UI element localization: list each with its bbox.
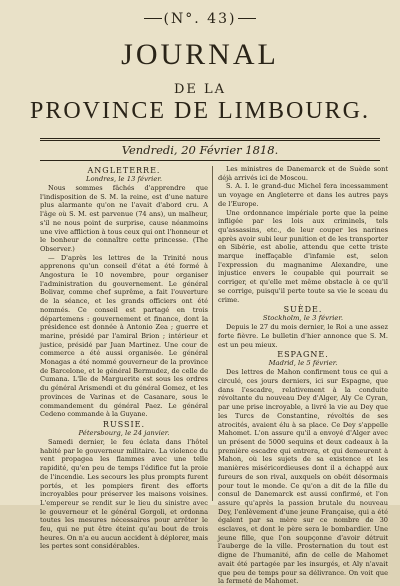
- issue-date: Vendredi, 20 Février 1818.: [121, 143, 279, 157]
- section-head-espagne: ESPAGNE.: [277, 350, 329, 360]
- section-head-russie: RUSSIE.: [102, 419, 146, 429]
- article-paragraph: Une ordonnance impériale porte que la peine infligée par les lois aux criminels, tels qu'assassins, etc., de leur couper les narines après avoir subi leur punition et de les transporter en Sibérie, est abolie, attendu que cette triste marque ineffaçable d'infamie est, selon l'expression du magnanime Alexandre, une injustice envers le coupable qui pourrait se corriger, et qu'elle met même obstacle à ce qu'il se corrige, puisqu'il perte toute sa vie le sceau du crime.: [218, 208, 388, 304]
- masthead-title-journal: JOURNAL: [121, 38, 279, 71]
- article-paragraph: Samedi dernier, le feu éclata dans l'hôtel habité par le gouverneur militaire. La violence du vent propagea les flammes avec une telle rapidité, qu'en peu de temps l'édifice fut la proie de l'incendie. Les secours les plus prompts furent portés, et les pompiers firent des efforts incroyables pour préserver les maisons voisines. L'empereur se rendit sur le lieu du sinistre avec le gouverneur et le général Gorgoli, et ordonna toutes les mesures nécessaires pour arrêter le feu, qui ne put être éteint qu'au bout de trois heures. On n'a eu aucun accident à déplorer, mais les pertes sont considérables.: [40, 437, 208, 551]
- header-rule: [40, 138, 380, 139]
- section-head-suede: SUÈDE.: [283, 305, 323, 315]
- column-divider: [212, 166, 213, 501]
- date-rule: [40, 160, 380, 161]
- article-paragraph: Les ministres de Danemarck et de Suède sont déjà arrivés ici de Moscou.: [218, 165, 388, 182]
- dateline-londres: Londres, le 13 février.: [85, 175, 163, 183]
- article-paragraph: Nous sommes fâchés d'apprendre que l'indisposition de S. M. la reine, est d'une nature plus alarmante qu'on ne l'avait d'abord cru. A l'âge où S. M. est parvenue (74 ans), un malheur, s'il ne nous point de surprise, cause néanmoins une vive affliction à tous ceux qui ont l'honneur et le bonheur de connaître cette princesse. (The Observer.): [40, 184, 208, 253]
- dateline-petersbourg: Pétersbourg, le 24 janvier.: [78, 428, 170, 437]
- masthead-title-de-la: DE LA: [173, 82, 227, 97]
- issue-number: (N°. 43): [150, 8, 250, 30]
- right-column: [218, 165, 388, 586]
- header-rule-double: [40, 140, 380, 141]
- masthead-title-province: PROVINCE DE LIMBOURG.: [29, 98, 370, 124]
- dateline-madrid: Madrid, le 5 février.: [268, 359, 338, 368]
- dateline-stockholm: Stockholm, le 3 février.: [262, 314, 344, 323]
- article-paragraph: Des lettres de Mahon confirment tous ce qui a circulé, ces jours derniers, ici sur Espagne, que dans l'escadre, relativement à la conduite révoltante du nouveau Dey d'Alger, Aly Ce Cyran, par une prise incroyable, a livré la vie au Dey que les Turcs de Constantine, révoltés de ses atrocités, avaient élu à sa place. Ce Dey s'appelle Mahomet. L'on assure qu'il a envoyé d'Alger avec un présent de 5000 sequins et deux cadeaux à la première escadre qui entrera, et qui demeurent à Mahon, où les sujets de sa existence et les manières miséricordieuses dont il a échappé aux fureurs de son rival, auxquels on obéit désormais pour tout le monde. Ce qu'on a dit de la fille du consul de Danemarck est aussi confirmé, et l'on assure qu'après la passion brutale du nouveau Dey, l'enlèvement d'une jeune Française, qui a été égalent par sa mère sur ce nombre de 30 esclaves, et dont le père sera le bombardier. Une jeune fille, que l'on soupçonne d'avoir détruit l'auberge de la ville. Prosternation du tout est digne de l'humanité, afin de celle de Mahomet avait été partagée par les insurgés, et Aly n'avait que peu de temps pour sa délivrance. On voit que la fermeté de Mahomet.: [218, 368, 388, 586]
- article-paragraph: S. A. I. le grand-duc Michel fera incessamment un voyage en Angleterre et dans les autres pays de l'Europe.: [218, 182, 388, 208]
- article-paragraph: — D'après les lettres de la Trinité nous apprenons qu'un conseil d'état a été formé à Angostura le 10 novembre, pour organiser l'administration du gouvernement. Le général Bolivar, comme chef suprême, a fait l'ouverture de la séance, et les grands officiers ont été nommés. Ce conseil est partagé en trois départemens : gouvernement et finance, dont la présidence est donnée à Antonio Zea ; guerre et marine, présidé par l'amiral Brion ; intérieur et justice, présidé par Juan Martinez. Une cour de commerce a été aussi organisée. Le général Monagas a été nommé gouverneur de la province de Barcelone, et le général Bermudez, de celle de Cumana. L'île de Marguerite est sous les ordres du général Arismendi et du général Gomez, et les provinces de Varinas et de Casanare, sous le commandement du général Paez. Le général Cedeno commande à la Guyane.: [40, 253, 208, 419]
- section-head-angleterre: ANGLETERRE.: [87, 166, 161, 175]
- article-paragraph: Depuis le 27 du mois dernier, le Roi a une assez forte fièvre. Le bulletin d'hier annonce que S. M. est un peu mieux.: [218, 323, 388, 349]
- left-column: [40, 165, 208, 551]
